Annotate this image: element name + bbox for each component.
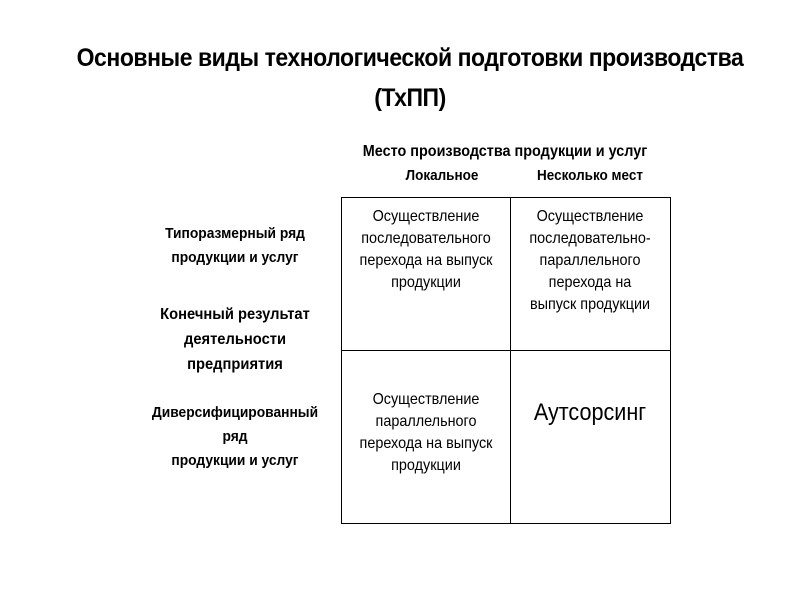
matrix-divider-horizontal — [341, 350, 671, 351]
page-title: Основные виды технологической подготовки производства (ТхПП) — [76, 44, 744, 112]
column-header-local: Локальное — [405, 167, 479, 184]
cell-sequential-transition: Осуществление последовательного перехода на выпуск продукции — [359, 208, 493, 291]
matrix-divider-vertical — [510, 197, 511, 524]
row-axis-label-result: Конечный результат деятельности предприятия — [160, 306, 310, 373]
column-header-multiple: Несколько мест — [537, 167, 643, 184]
cell-sequential-parallel-transition: Осуществление последовательно- параллельного перехода на выпуск продукции — [529, 208, 651, 313]
row-label-standard-range: Типоразмерный ряд продукции и услуг — [165, 225, 305, 266]
row-label-diversified-range: Диверсифицированный ряд продукции и услуг — [151, 404, 319, 469]
cell-outsourcing: Аутсорсинг — [533, 399, 647, 426]
axis-label-top: Место производства продукции и услуг — [362, 143, 648, 160]
cell-parallel-transition: Осуществление параллельного перехода на выпуск продукции — [359, 391, 493, 474]
